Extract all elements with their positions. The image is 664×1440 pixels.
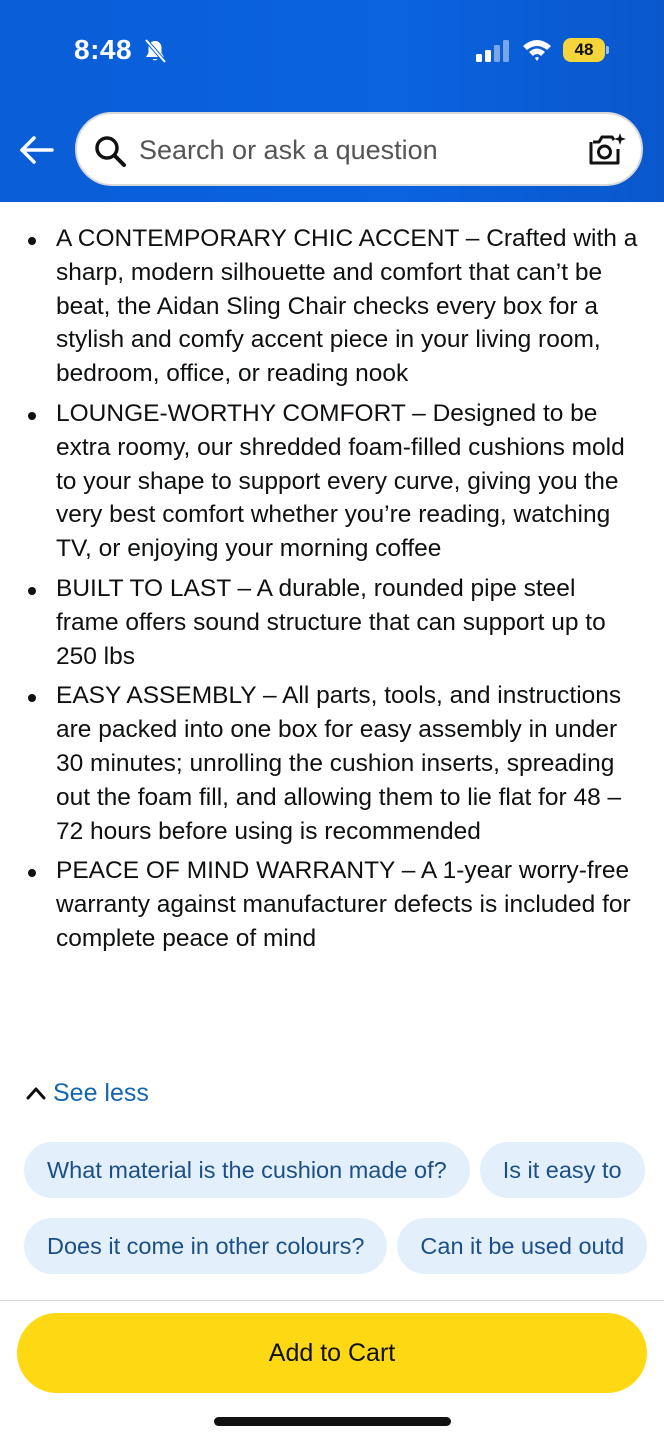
feature-bullet: A CONTEMPORARY CHIC ACCENT – Crafted with a sharp, modern silhouette and comfort that can’t be beat, the Aidan Sling Chair checks every box for a stylish and comfy accent piece in your living room, bedroom, office, or reading nook [24,222,640,391]
search-input[interactable] [139,130,569,170]
search-bar[interactable] [75,112,643,186]
battery-level: 48 [563,38,605,62]
status-time: 8:48 [74,34,133,65]
bell-slash-icon [142,38,168,64]
question-chip[interactable]: Does it come in other colours? [24,1218,387,1274]
divider [0,1300,664,1301]
see-less-link[interactable] [26,1074,149,1112]
back-arrow-icon[interactable] [18,132,56,168]
feature-list-section [0,222,664,962]
question-chip[interactable]: What material is the cushion made of? [24,1142,470,1198]
feature-bullets [0,222,664,956]
add-to-cart-button[interactable]: Add to Cart [17,1313,647,1393]
feature-bullet: PEACE OF MIND WARRANTY – A 1-year worry-free warranty against manufacturer defects is included for complete peace of mind [24,854,640,955]
feature-bullet: EASY ASSEMBLY – All parts, tools, and instructions are packed into one box for easy assembly in under 30 minutes; unrolling the cushion inserts, spreading out the foam fill, and allowing them to lie flat for 48 – 72 hours before using is recommended [24,679,640,848]
suggested-questions-row-1 [24,1142,655,1198]
feature-bullet: LOUNGE-WORTHY COMFORT – Designed to be extra roomy, our shredded foam-filled cushions mold to your shape to support every curve, giving you the very best comfort whether you’re reading, watching TV, or enjoying your morning coffee [24,397,640,566]
question-chip[interactable]: Can it be used outd [397,1218,647,1274]
wifi-icon [522,38,552,62]
battery-icon [563,38,609,62]
home-indicator [214,1417,451,1426]
signal-icon [476,40,510,62]
question-chip[interactable]: Is it easy to [480,1142,645,1198]
see-less-label: See less [53,1078,149,1107]
chevron-up-icon [26,1086,46,1100]
feature-bullet: BUILT TO LAST – A durable, rounded pipe steel frame offers sound structure that can support up to 250 lbs [24,572,640,673]
camera-scan-icon[interactable] [587,130,627,170]
suggested-questions-row-2 [24,1218,657,1274]
search-icon [93,134,127,168]
app-header [0,0,664,202]
